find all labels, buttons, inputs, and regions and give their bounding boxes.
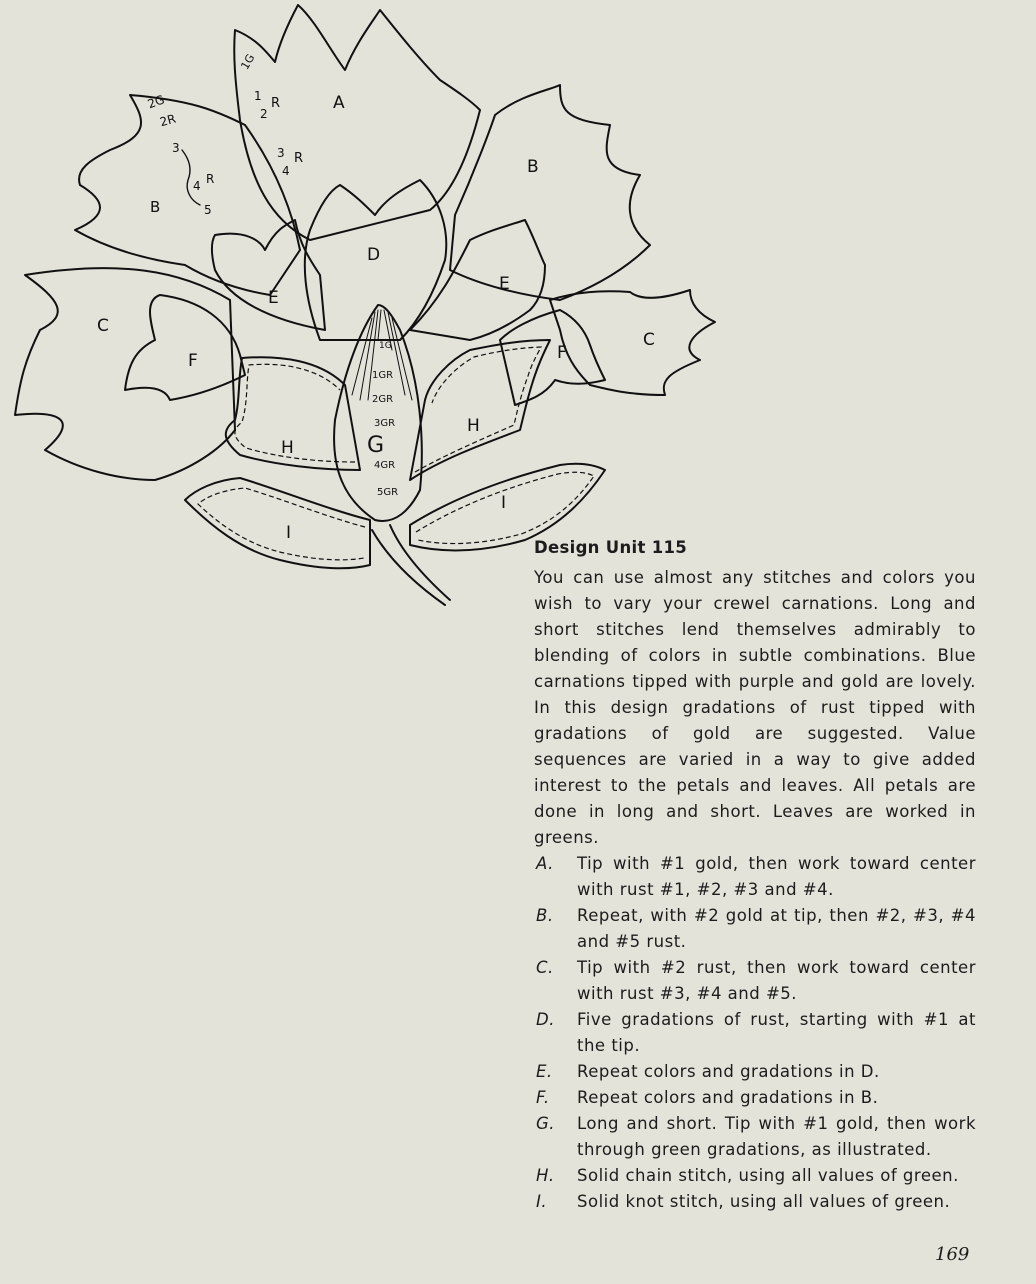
petal-c-right: [550, 290, 715, 395]
description-body: You can use almost any stitches and colors you wish to vary your crewel carnations. Long and short stitches lend themselves admirably to blending of colors in subtle combinations. Blue carnations tipped with purple and gold are lovely. In this design gradations of rust tipped with gradations of gold are suggested. Value sequences are varied in a way to give added interest to the petals and leaves. All petals are done in long and short. Leaves are worked in greens.: [534, 568, 976, 847]
step-text: Tip with #1 gold, then work toward center with rust #1, #2, #3 and #4.: [577, 854, 976, 899]
step-letter: F.: [536, 1088, 550, 1107]
label-f-left: F: [188, 351, 198, 371]
note-a-2: 2: [260, 107, 268, 121]
step-item: [534, 1059, 976, 1085]
label-e-left: E: [268, 288, 279, 308]
step-letter: G.: [536, 1114, 556, 1133]
step-letter: H.: [536, 1166, 555, 1185]
note-a-bracket-r: R: [271, 96, 281, 111]
note-b-3: 3: [172, 141, 180, 155]
step-letter: B.: [536, 906, 554, 925]
label-e-right: E: [499, 274, 510, 294]
steps-list: [534, 851, 976, 1215]
note-g-5gr: 5GR: [377, 487, 399, 498]
note-b-r: R: [206, 172, 215, 186]
petal-h-right: [410, 340, 550, 480]
step-text: Repeat colors and gradations in D.: [577, 1062, 880, 1081]
label-a: A: [333, 93, 345, 113]
stem-inner: [390, 525, 450, 600]
petal-g-stitch-lines: [352, 310, 412, 400]
note-b-4: 4: [193, 179, 201, 193]
step-text: Repeat, with #2 gold at tip, then #2, #3, #4 and #5 rust.: [577, 906, 976, 951]
annotation-curve-b: [182, 150, 200, 205]
step-text: Repeat colors and gradations in B.: [577, 1088, 879, 1107]
note-b-2g: 2G: [145, 92, 167, 112]
page-number: 169: [935, 1244, 970, 1265]
petal-i-left-stitch: [198, 488, 365, 560]
step-text: Long and short. Tip with #1 gold, then work through green gradations, as illustrated.: [577, 1114, 976, 1159]
step-letter: A.: [536, 854, 554, 873]
petal-i-left: [185, 478, 370, 568]
step-item: [534, 851, 976, 903]
step-item: [534, 1189, 976, 1215]
note-g-2gr: 2GR: [372, 394, 394, 405]
step-item: [534, 955, 976, 1007]
label-c-right: C: [643, 330, 655, 350]
step-letter: E.: [536, 1062, 553, 1081]
label-g: G: [367, 433, 385, 458]
label-b-right: B: [527, 157, 539, 177]
note-g-4gr: 4GR: [374, 460, 396, 471]
note-a-bracket-r2: R: [294, 151, 304, 166]
label-h-left: H: [281, 438, 294, 458]
step-text: Solid knot stitch, using all values of green.: [577, 1192, 951, 1211]
label-d: D: [367, 245, 381, 265]
step-letter: C.: [536, 958, 554, 977]
note-g-1g: 1G: [379, 341, 392, 351]
step-item: [534, 903, 976, 955]
label-b-left: B: [150, 198, 161, 216]
step-letter: I.: [536, 1192, 548, 1211]
stem: [372, 530, 445, 605]
label-c-left: C: [97, 316, 109, 336]
label-i-left: I: [286, 523, 292, 543]
note-g-3gr: 3GR: [374, 418, 396, 429]
petal-c-left: [15, 268, 235, 480]
step-item: [534, 1007, 976, 1059]
note-a-4: 4: [282, 164, 290, 178]
design-title: Design Unit 115: [534, 538, 688, 557]
note-a-1g: 1G: [238, 51, 258, 72]
petal-f-right: [500, 310, 605, 405]
note-b-2r: 2R: [158, 111, 178, 130]
carnation-diagram: [0, 0, 1036, 620]
petal-b-right: [450, 85, 650, 300]
step-text: Tip with #2 rust, then work toward center with rust #3, #4 and #5.: [577, 958, 976, 1003]
petal-a: [234, 5, 480, 240]
petal-f-left: [125, 295, 245, 400]
step-item: [534, 1111, 976, 1163]
label-f-right: F: [557, 343, 567, 363]
note-b-5: 5: [204, 203, 212, 217]
petal-b-left: [75, 95, 300, 295]
note-a-1: 1: [254, 89, 262, 103]
step-text: Solid chain stitch, using all values of green.: [577, 1166, 959, 1185]
description-block: [534, 538, 976, 1215]
label-i-right: I: [501, 493, 507, 513]
step-item: [534, 1163, 976, 1189]
step-letter: D.: [536, 1010, 555, 1029]
label-h-right: H: [467, 416, 480, 436]
note-g-1gr: 1GR: [372, 370, 394, 381]
petal-h-right-stitch: [415, 347, 541, 472]
note-a-3: 3: [277, 146, 285, 160]
step-text: Five gradations of rust, starting with #1 at the tip.: [577, 1010, 976, 1055]
step-item: [534, 1085, 976, 1111]
